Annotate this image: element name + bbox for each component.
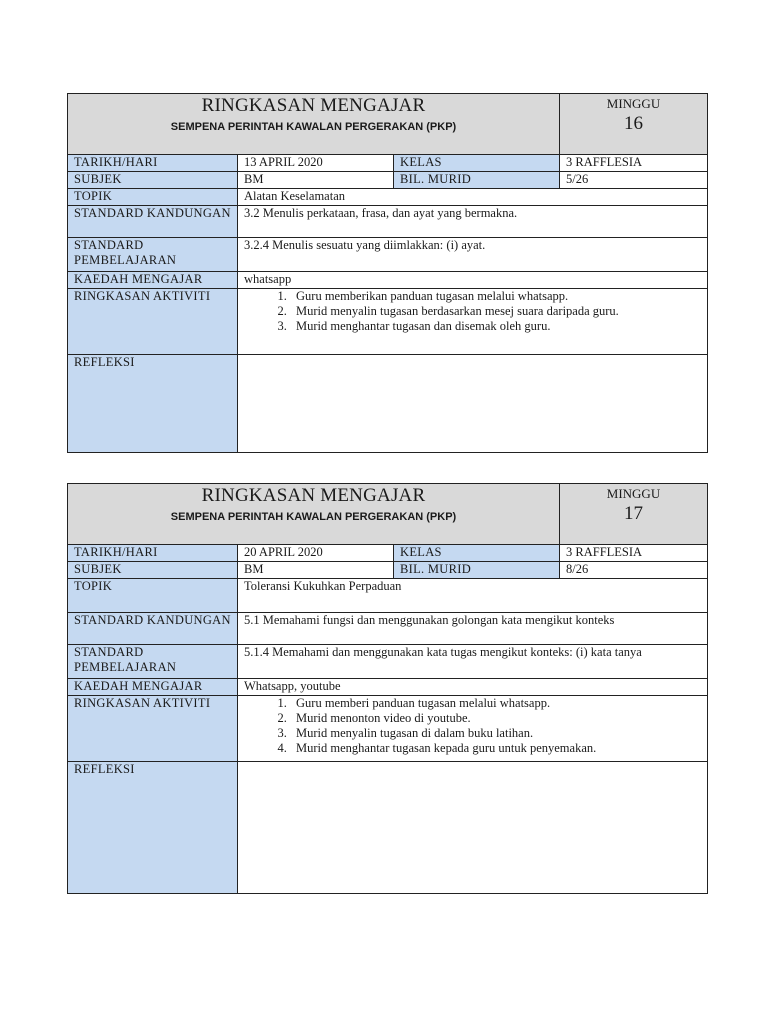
activity-item: 4. Murid menghantar tugasan kepada guru untuk penyemakan.	[290, 741, 701, 756]
content-standard-value: 3.2 Menulis perkataan, frasa, dan ayat yang bermakna.	[238, 206, 708, 238]
sheet-title: RINGKASAN MENGAJAR	[201, 95, 426, 116]
reflection-label: REFLEKSI	[68, 762, 238, 894]
activity-item: 3. Murid menyalin tugasan di dalam buku latihan.	[290, 726, 701, 741]
activity-label: RINGKASAN AKTIVITI	[68, 289, 238, 355]
activity-item: 2. Murid menyalin tugasan berdasarkan mesej suara daripada guru.	[290, 304, 701, 319]
activity-list	[244, 289, 701, 334]
activity-list	[244, 696, 701, 756]
class-value: 3 RAFFLESIA	[560, 155, 708, 172]
students-value: 8/26	[560, 562, 708, 579]
activity-cell	[238, 696, 708, 762]
learning-standard-value: 5.1.4 Memahami dan menggunakan kata tugas mengikut konteks: (i) kata tanya	[238, 645, 708, 679]
class-value: 3 RAFFLESIA	[560, 545, 708, 562]
method-value: whatsapp	[238, 272, 708, 289]
date-label: TARIKH/HARI	[68, 155, 238, 172]
method-label: KAEDAH MENGAJAR	[68, 679, 238, 696]
content-standard-value: 5.1 Memahami fungsi dan menggunakan golongan kata mengikut konteks	[238, 613, 708, 645]
topic-label: TOPIK	[68, 579, 238, 613]
topic-label: TOPIK	[68, 189, 238, 206]
topic-value: Alatan Keselamatan	[238, 189, 708, 206]
students-label: BIL. MURID	[394, 172, 560, 189]
class-label: KELAS	[394, 155, 560, 172]
activity-item: 3. Murid menghantar tugasan dan disemak oleh guru.	[290, 319, 701, 334]
lesson-summary-table-week-17	[67, 483, 708, 894]
reflection-value	[238, 355, 708, 453]
reflection-label: REFLEKSI	[68, 355, 238, 453]
activity-item: 1. Guru memberikan panduan tugasan melalui whatsapp.	[290, 289, 701, 304]
week-label: MINGGU	[606, 486, 661, 501]
date-label: TARIKH/HARI	[68, 545, 238, 562]
topic-value: Toleransi Kukuhkan Perpaduan	[238, 579, 708, 613]
subject-label: SUBJEK	[68, 562, 238, 579]
lesson-summary-table-week-16	[67, 93, 708, 453]
week-cell	[560, 94, 708, 155]
content-standard-label: STANDARD KANDUNGAN	[68, 613, 238, 645]
class-label: KELAS	[394, 545, 560, 562]
method-value: Whatsapp, youtube	[238, 679, 708, 696]
students-value: 5/26	[560, 172, 708, 189]
title-cell	[68, 484, 560, 545]
sheet-subtitle: SEMPENA PERINTAH KAWALAN PERGERAKAN (PKP)	[170, 121, 457, 133]
date-value: 13 APRIL 2020	[238, 155, 394, 172]
reflection-value	[238, 762, 708, 894]
week-cell	[560, 484, 708, 545]
content-standard-label: STANDARD KANDUNGAN	[68, 206, 238, 238]
title-cell	[68, 94, 560, 155]
method-label: KAEDAH MENGAJAR	[68, 272, 238, 289]
subject-value: BM	[238, 172, 394, 189]
learning-standard-value: 3.2.4 Menulis sesuatu yang diimlakkan: (i) ayat.	[238, 238, 708, 272]
week-number: 16	[624, 113, 643, 134]
activity-label: RINGKASAN AKTIVITI	[68, 696, 238, 762]
subject-value: BM	[238, 562, 394, 579]
sheet-subtitle: SEMPENA PERINTAH KAWALAN PERGERAKAN (PKP)	[170, 511, 457, 523]
week-number: 17	[624, 503, 643, 524]
activity-cell	[238, 289, 708, 355]
students-label: BIL. MURID	[394, 562, 560, 579]
week-label: MINGGU	[606, 96, 661, 111]
learning-standard-label: STANDARD PEMBELAJARAN	[68, 238, 238, 272]
sheet-title: RINGKASAN MENGAJAR	[201, 485, 426, 506]
subject-label: SUBJEK	[68, 172, 238, 189]
learning-standard-label: STANDARD PEMBELAJARAN	[68, 645, 238, 679]
date-value: 20 APRIL 2020	[238, 545, 394, 562]
activity-item: 1. Guru memberi panduan tugasan melalui whatsapp.	[290, 696, 701, 711]
activity-item: 2. Murid menonton video di youtube.	[290, 711, 701, 726]
